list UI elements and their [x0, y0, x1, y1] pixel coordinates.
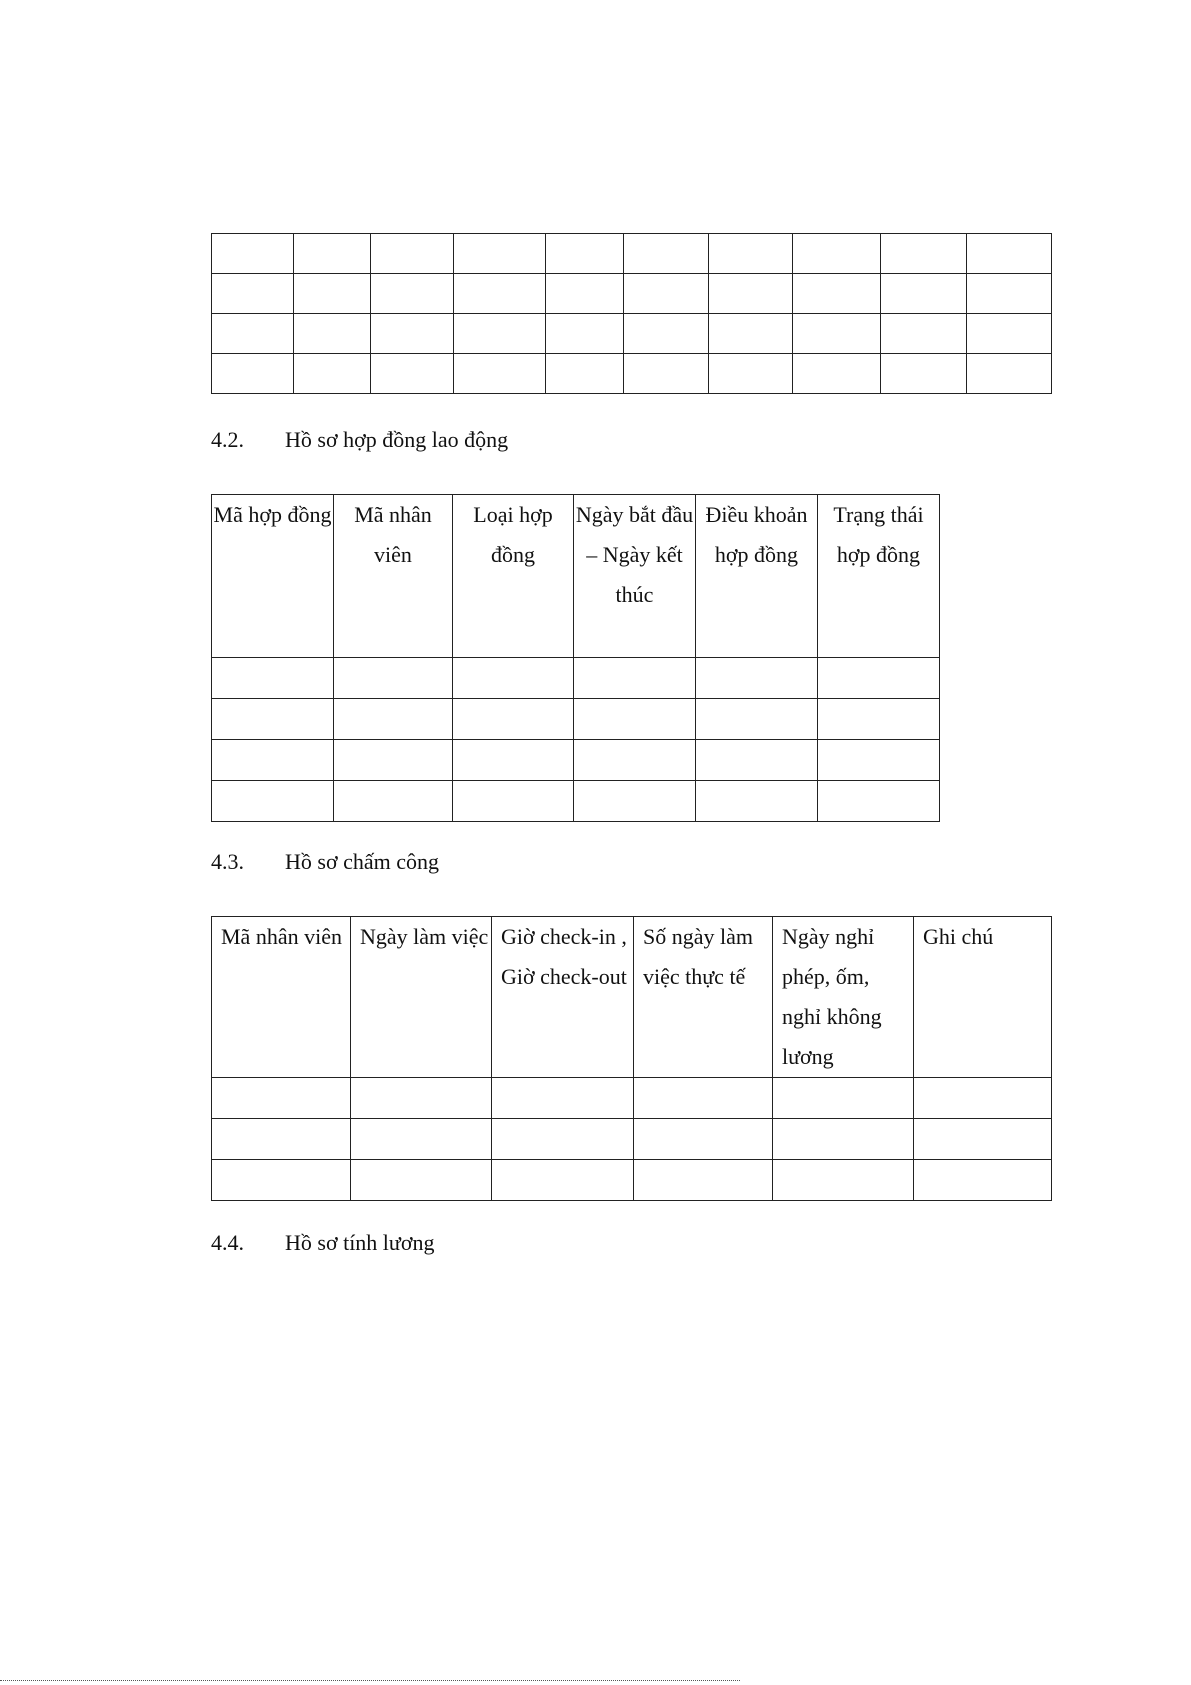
table-header-cell: Số ngày làm việc thực tế [634, 917, 773, 1078]
table-row [212, 234, 1052, 274]
table-row [212, 1119, 1052, 1160]
table-row [212, 699, 940, 740]
section-title: Hồ sơ chấm công [285, 849, 439, 874]
previous-table [211, 233, 1052, 394]
table-row [212, 781, 940, 822]
contract-table [211, 494, 940, 822]
table-row [212, 740, 940, 781]
table-row [212, 354, 1052, 394]
table-row [212, 658, 940, 699]
table-row [212, 274, 1052, 314]
table-header-cell: Ngày bắt đầu – Ngày kết thúc [574, 495, 696, 658]
table-header-cell: Mã nhân viên [212, 917, 351, 1078]
table-header-cell: Ghi chú [914, 917, 1052, 1078]
section-number: 4.4. [211, 1230, 244, 1255]
table-header-row [212, 917, 1052, 1078]
attendance-table [211, 916, 1052, 1201]
page-bottom-divider [0, 1680, 740, 1681]
table-header-cell: Ngày nghỉ phép, ốm, nghỉ không lương [773, 917, 914, 1078]
table-header-cell: Điều khoản hợp đồng [696, 495, 818, 658]
section-title: Hồ sơ hợp đồng lao động [285, 427, 509, 452]
table-row [212, 314, 1052, 354]
table-header-row [212, 495, 940, 658]
section-title: Hồ sơ tính lương [285, 1230, 435, 1255]
section-number: 4.2. [211, 427, 244, 452]
table-header-cell: Mã hợp đồng [212, 495, 334, 658]
table-row [212, 1078, 1052, 1119]
table-header-cell: Trạng thái hợp đồng [818, 495, 940, 658]
table-header-cell: Giờ check-in , Giờ check-out [492, 917, 634, 1078]
table-header-cell: Loại hợp đồng [453, 495, 574, 658]
table-header-cell: Ngày làm việc [351, 917, 492, 1078]
section-number: 4.3. [211, 849, 244, 874]
table-header-cell: Mã nhân viên [334, 495, 453, 658]
table-row [212, 1160, 1052, 1201]
